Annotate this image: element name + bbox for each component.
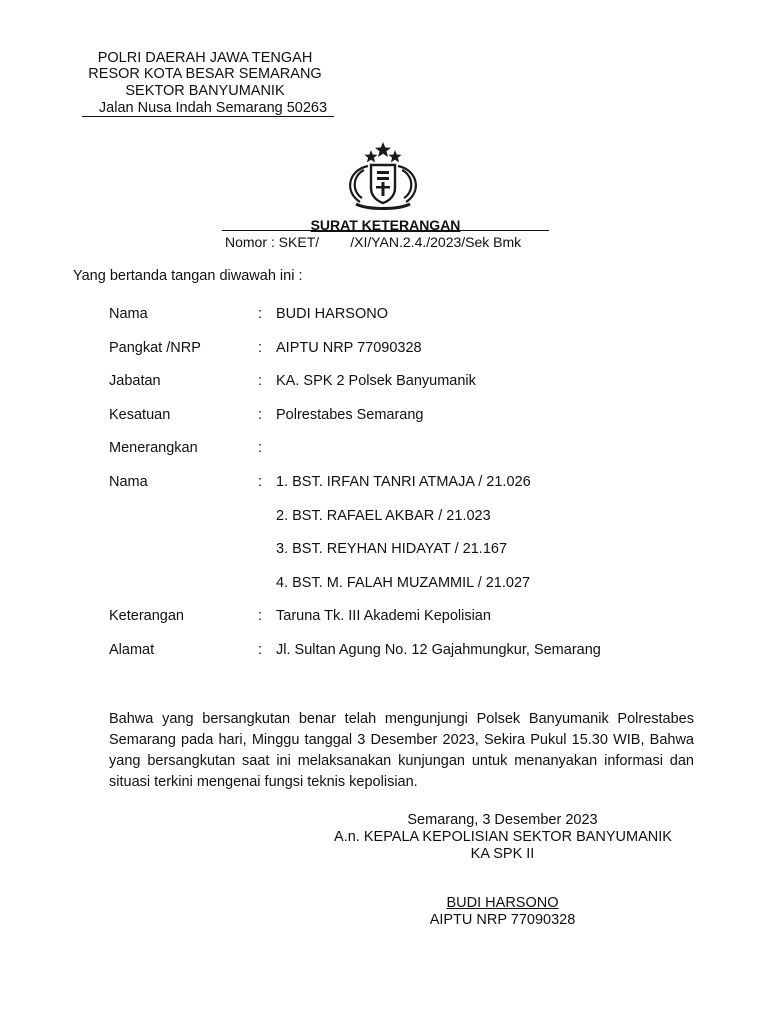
field-colon: :: [258, 306, 263, 322]
subjects-label: Nama: [109, 474, 148, 490]
signature-name: BUDI HARSONO: [446, 895, 559, 911]
field-colon: :: [258, 642, 263, 658]
field-label: Nama: [109, 306, 148, 322]
header-line-2: RESOR KOTA BESAR SEMARANG: [88, 66, 322, 82]
list-item: 4. BST. M. FALAH MUZAMMIL / 21.027: [276, 575, 531, 591]
field-value: Jl. Sultan Agung No. 12 Gajahmungkur, Semarang: [276, 642, 601, 658]
statement-paragraph: Bahwa yang bersangkutan benar telah mengunjungi Polsek Banyumanik Polrestabes Semarang pada hari, Minggu tanggal 3 Desember 2023, Sekira Pukul 15.30 WIB, Bahwa yang bersangkutan saat ini melaksanakan kunjungan untuk menanyakan informasi dan situasi terkini mengenai fungsi teknis kepolisian.: [109, 711, 694, 790]
field-label: Kesatuan: [109, 407, 171, 423]
field-colon: :: [258, 608, 263, 624]
field-colon: :: [258, 373, 263, 389]
signature-place-date: Semarang, 3 Desember 2023: [407, 812, 598, 828]
signature-on-behalf: A.n. KEPALA KEPOLISIAN SEKTOR BANYUMANIK: [334, 829, 672, 845]
polri-emblem-icon: [338, 140, 428, 212]
list-item: 1. BST. IRFAN TANRI ATMAJA / 21.026: [276, 474, 531, 490]
field-label: Keterangan: [109, 608, 184, 624]
field-value: Taruna Tk. III Akademi Kepolisian: [276, 608, 491, 624]
field-colon: :: [258, 474, 263, 490]
field-value: AIPTU NRP 77090328: [276, 340, 422, 356]
field-value: KA. SPK 2 Polsek Banyumanik: [276, 373, 476, 389]
list-item: 2. BST. RAFAEL AKBAR / 21.023: [276, 508, 491, 524]
header-line-1: POLRI DAERAH JAWA TENGAH: [97, 50, 313, 66]
field-label: Jabatan: [109, 373, 161, 389]
list-item: 3. BST. REYHAN HIDAYAT / 21.167: [276, 541, 508, 557]
document-title: SURAT KETERANGAN: [310, 217, 461, 233]
header-address: Jalan Nusa Indah Semarang 50263: [98, 100, 328, 116]
field-colon: :: [258, 407, 263, 423]
field-value: Polrestabes Semarang: [276, 407, 424, 423]
field-label: Pangkat /NRP: [109, 340, 201, 356]
field-colon: :: [258, 440, 263, 456]
signature-position: KA SPK II: [470, 846, 535, 862]
document-number: Nomor : SKET/ /XI/YAN.2.4./2023/Sek Bmk: [225, 234, 522, 250]
intro-text: Yang bertanda tangan diwawah ini :: [73, 268, 303, 284]
field-label: Menerangkan: [109, 440, 198, 456]
field-label: Alamat: [109, 642, 155, 658]
header-divider: [82, 116, 334, 117]
signature-rank-nrp: AIPTU NRP 77090328: [429, 912, 576, 928]
field-value: BUDI HARSONO: [276, 306, 388, 322]
header-line-3: SEKTOR BANYUMANIK: [125, 83, 285, 99]
field-colon: :: [258, 340, 263, 356]
